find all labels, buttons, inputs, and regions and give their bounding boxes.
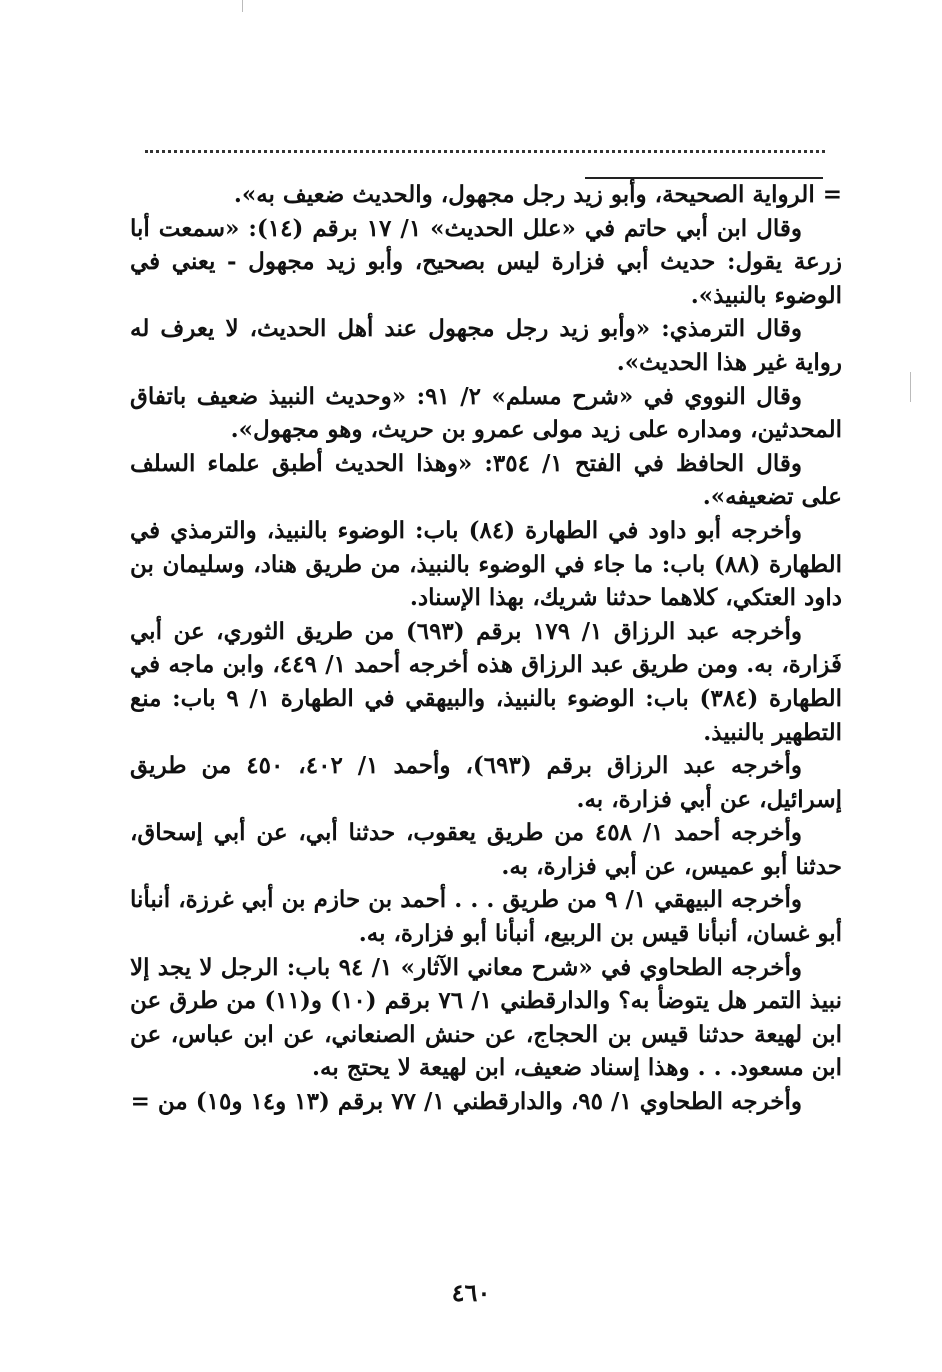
footnote-paragraph: وأخرجه عبد الرزاق برقم (٦٩٣)، وأحمد ١/ ٤٠٢، ٤٥٠ من طريق إسرائيل، عن أبي فزارة، به. [130,752,842,813]
footnote-text [130,178,842,1119]
footnote-paragraph: وقال ابن أبي حاتم في «علل الحديث» ١/ ١٧ برقم (١٤): «سمعت أبا زرعة يقول: حديث أبي فزارة ليس بصحيح، وأبو زيد مجهول - يعني في الوضوء بالنبيذ». [130,214,842,309]
footnote-paragraph: وأخرجه أبو داود في الطهارة (٨٤) باب: الوضوء بالنبيذ، والترمذي في الطهارة (٨٨) باب: ما جاء في الوضوء بالنبيذ، من طريق هناد، وسليمان بن داود العتكي، كلاهما حدثنا شريك، بهذا الإسناد. [130,516,842,612]
footnote-paragraph: = الرواية الصحيحة، وأبو زيد رجل مجهول، والحديث ضعيف به». [233,181,842,208]
footnote-paragraph: وأخرجه عبد الرزاق ١/ ١٧٩ برقم (٦٩٣) من طريق الثوري، عن أبي فَزارة، به. ومن طريق عبد الرزاق هذه أخرجه أحمد ١/ ٤٤٩، وابن ماجه في الطهارة (٣٨٤) باب: الوضوء بالنبيذ، والبيهقي في الطهارة ١/ ٩ باب: منع التطهير بالنبيذ. [130,617,843,746]
footnote-paragraph: وقال النووي في «شرح مسلم» ٢/ ٩١: «وحديث النبيذ ضعيف باتفاق المحدثين، ومداره على زيد مولى عمرو بن حريث، وهو مجهول». [130,382,842,444]
footnote-paragraph: وقال الترمذي: «وأبو زيد رجل مجهول عند أهل الحديث، لا يعرف له رواية غير هذا الحديث». [130,315,842,376]
footnote-paragraph: وأخرجه أحمد ١/ ٤٥٨ من طريق يعقوب، حدثنا أبي، عن أبي إسحاق، حدثنا أبو عميس، عن أبي فزارة، به. [130,819,842,880]
footnote-paragraph: وأخرجه البيهقي ١/ ٩ من طريق . . . أحمد بن حازم بن أبي غرزة، أنبأنا أبو غسان، أنبأنا قيس بن الربيع، أنبأنا أبو فزارة، به. [130,886,842,948]
footnote-paragraph: وأخرجه الطحاوي في «شرح معاني الآثار» ١/ ٩٤ باب: الرجل لا يجد إلا نبيذ التمر هل يتوضأ به؟ والدارقطني ١/ ٧٦ برقم (١٠) و(١١) من طرق عن ابن لهيعة حدثنا قيس بن الحجاج، عن حنش الصنعاني، عن ابن عباس، عن ابن مسعود. . . وهذا إسناد ضعيف، ابن لهيعة لا يحتج به. [130,953,842,1082]
footnote-paragraph: وقال الحافظ في الفتح ١/ ٣٥٤: «وهذا الحديث أطبق علماء السلف على تضعيفه». [130,449,842,511]
scan-artifact-mark [242,0,243,12]
dotted-separator [145,150,825,161]
page-number: ٤٦٠ [451,1278,491,1307]
scan-artifact-mark [910,372,911,402]
footnote-paragraph: وأخرجه الطحاوي ١/ ٩٥، والدارقطني ١/ ٧٧ برقم (١٣ و١٤ و١٥) من = [130,1088,802,1116]
